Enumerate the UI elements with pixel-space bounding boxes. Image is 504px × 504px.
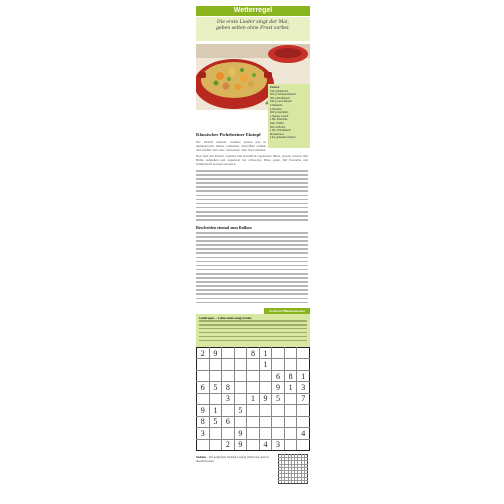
sudoku-cell: 6: [272, 370, 285, 381]
sudoku-row: [197, 439, 310, 451]
sudoku-cell: [209, 428, 222, 439]
sudoku-cell: [284, 405, 297, 416]
sudoku-cell: [259, 428, 272, 439]
tip-tab: Zu Ihrem Pflanzenwissen: [264, 308, 310, 314]
sudoku-cell: [222, 405, 235, 416]
tip-text-lines: [199, 320, 307, 341]
sudoku-row: [197, 416, 310, 427]
sudoku-cell: [222, 428, 235, 439]
sudoku-cell: [197, 370, 210, 381]
sudoku-cell: 8: [222, 382, 235, 393]
sudoku-row: [197, 370, 310, 381]
sudoku-puzzle: [196, 347, 310, 451]
ingredient-item: 300 g Schweinefleisch: [270, 93, 296, 97]
sudoku-cell: 1: [209, 405, 222, 416]
sudoku-cell: [284, 428, 297, 439]
sudoku-cell: 9: [197, 405, 210, 416]
sudoku-grid: [196, 347, 310, 451]
sudoku-cell: 8: [197, 416, 210, 427]
sudoku-row: [197, 405, 310, 416]
sudoku-cell: [222, 359, 235, 370]
sudoku-cell: 2: [197, 348, 210, 359]
sudoku-cell: [259, 382, 272, 393]
ingredient-item: Muskatnuss: [270, 132, 284, 136]
recipe-paragraph-2: Den Topf mit Fleisch, Gemüse und Kartoffeln lagenweise füllen, jeweils würzen. Mit Brühe aufgießen und zugedeckt bei schwacher Hitze garen. Mit Petersilie und Schnittlauch bestreut servieren.: [196, 154, 308, 166]
sudoku-cell: 1: [247, 393, 260, 404]
sudoku-cell: [247, 359, 260, 370]
sudoku-cell: [234, 416, 247, 427]
sudoku-cell: [272, 416, 285, 427]
sudoku-cell: [297, 416, 310, 427]
sudoku-cell: [284, 359, 297, 370]
sudoku-cell: 9: [234, 428, 247, 439]
sudoku-row: [197, 359, 310, 370]
sudoku-cell: [272, 405, 285, 416]
sudoku-cell: 8: [284, 370, 297, 381]
sudoku-cell: 9: [259, 393, 272, 404]
sudoku-cell: 3: [272, 439, 285, 451]
sudoku-cell: [284, 348, 297, 359]
quote-line-2: geben selten ohne Frost vorbei.: [215, 26, 291, 31]
header-title: Wetterregel: [233, 7, 273, 14]
ingredient-item: 1 EL gehackte Kräuter: [270, 136, 296, 140]
sudoku-cell: [272, 428, 285, 439]
tip-box: [196, 314, 310, 347]
sudoku-cell: [259, 370, 272, 381]
ingredient-item: 1 Bd. Petersilie: [270, 118, 288, 122]
sudoku-row: [197, 428, 310, 439]
sudoku-cell: [209, 359, 222, 370]
sudoku-cell: 3: [197, 428, 210, 439]
sudoku-cell: 1: [297, 370, 310, 381]
section-title: Bescheiden einmal zum Balkon: [196, 225, 252, 230]
sudoku-cell: [297, 439, 310, 451]
sudoku-cell: [284, 416, 297, 427]
section-text-lines: [196, 232, 308, 306]
sudoku-cell: 6: [197, 382, 210, 393]
sudoku-cell: 9: [272, 382, 285, 393]
sudoku-cell: 1: [259, 359, 272, 370]
ingredients-heading: Zutaten: [270, 86, 280, 89]
recipe-title: Klassischer Pichelsteiner Eintopf: [196, 132, 261, 137]
recipe-text-lines: [196, 170, 308, 223]
sudoku-cell: [234, 393, 247, 404]
sudoku-cell: 9: [209, 348, 222, 359]
sudoku-cell: 1: [259, 348, 272, 359]
sudoku-cell: 3: [222, 393, 235, 404]
ingredient-item: 2 Karotten: [270, 107, 282, 111]
sudoku-cell: [234, 370, 247, 381]
sudoku-cell: [197, 359, 210, 370]
ingredient-item: 500 ml Brühe: [270, 125, 286, 129]
sudoku-cell: [197, 393, 210, 404]
sudoku-cell: 5: [234, 405, 247, 416]
sudoku-row: [197, 393, 310, 404]
ingredient-item: 150 g Lammfleisch: [270, 100, 292, 104]
ingredient-item: Salz, Pfeffer: [270, 121, 285, 125]
sudoku-cell: [247, 370, 260, 381]
sudoku-cell: [234, 348, 247, 359]
sudoku-cell: 1: [284, 382, 297, 393]
tip-title: Goldregen – Laburnum anagyroides: [199, 316, 252, 320]
ingredient-item: 300 g Kartoffeln: [270, 111, 289, 115]
ingredient-item: 1 Bd. Schnittlauch: [270, 129, 291, 133]
sudoku-cell: [297, 405, 310, 416]
sudoku-cell: [222, 370, 235, 381]
weather-rule-quote: [196, 17, 310, 41]
sudoku-cell: [209, 393, 222, 404]
sudoku-cell: [209, 439, 222, 451]
ingredients-box: [268, 84, 310, 148]
sudoku-cell: [259, 405, 272, 416]
page-header: [196, 6, 310, 16]
solution-text: – Die aufgelöste Sudoku-Lösung finden Sie oben in diesem Kasten.: [196, 455, 269, 463]
sudoku-cell: 3: [297, 382, 310, 393]
sudoku-cell: [259, 416, 272, 427]
sudoku-cell: [297, 359, 310, 370]
sudoku-row: [197, 348, 310, 359]
sudoku-cell: [247, 405, 260, 416]
sudoku-cell: [247, 382, 260, 393]
sudoku-cell: 5: [209, 382, 222, 393]
sudoku-solution-note: [196, 455, 276, 463]
sudoku-cell: [284, 393, 297, 404]
sudoku-solution-grid: [278, 454, 308, 484]
ingredient-item: 2 Zwiebeln: [270, 103, 283, 107]
sudoku-cell: [284, 439, 297, 451]
ingredient-item: 150 g Buttersch.: [270, 89, 289, 93]
sudoku-cell: 6: [222, 416, 235, 427]
recipe-paragraph-1: Die Fleisch würfeln, Gemüse putzen und in mundgerechte Stücke schneiden. Kartoffeln schälen und würfeln und alles vorbereiten. Den Topf erhitzen,: [196, 140, 266, 152]
sudoku-cell: 8: [247, 348, 260, 359]
sudoku-cell: [247, 439, 260, 451]
ingredient-item: 300 g Rindfleisch: [270, 96, 290, 100]
mini-grid-row: [279, 480, 308, 483]
solution-label: Sudoku: [196, 455, 206, 459]
sudoku-cell: [234, 359, 247, 370]
calendar-page: [196, 0, 310, 504]
sudoku-cell: [297, 348, 310, 359]
ingredient-item: 1 Stange Lauch: [270, 114, 289, 118]
sudoku-cell: 5: [272, 393, 285, 404]
sudoku-cell: [272, 348, 285, 359]
sudoku-cell: 5: [209, 416, 222, 427]
sudoku-cell: [272, 359, 285, 370]
sudoku-cell: 2: [222, 439, 235, 451]
sudoku-cell: 4: [297, 428, 310, 439]
sudoku-row: [197, 382, 310, 393]
sudoku-cell: 4: [259, 439, 272, 451]
sudoku-cell: [234, 382, 247, 393]
sudoku-cell: [209, 370, 222, 381]
quote-line-1: Die erste Lieder singt der Mai,: [217, 20, 289, 25]
mini-grid-cell: [304, 480, 307, 483]
sudoku-cell: [247, 428, 260, 439]
sudoku-cell: 9: [234, 439, 247, 451]
sudoku-cell: [222, 348, 235, 359]
sudoku-cell: [197, 439, 210, 451]
sudoku-cell: [247, 416, 260, 427]
sudoku-cell: 7: [297, 393, 310, 404]
